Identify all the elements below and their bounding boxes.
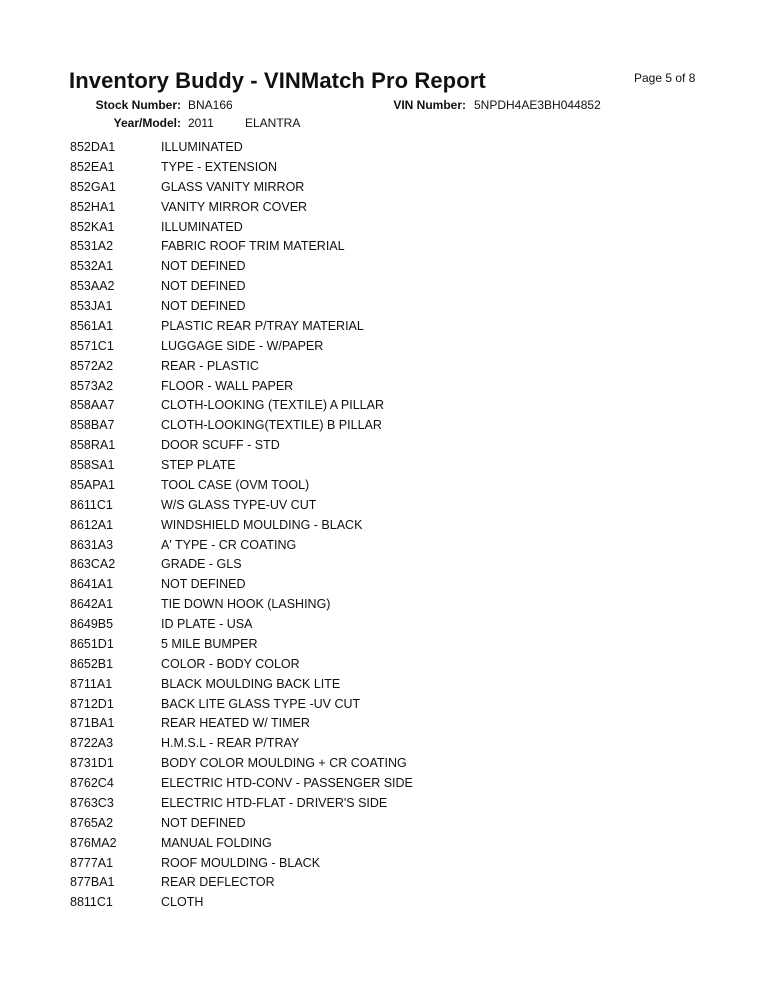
option-description: CLOTH-LOOKING (TEXTILE) A PILLAR [161,398,384,413]
option-code: 8531A2 [70,239,114,254]
option-description: DOOR SCUFF - STD [161,438,280,453]
option-code: 858AA7 [70,398,115,413]
option-description: PLASTIC REAR P/TRAY MATERIAL [161,318,364,333]
option-description: BACK LITE GLASS TYPE -UV CUT [161,696,361,711]
option-description: NOT DEFINED [161,577,246,592]
option-list [0,139,773,914]
option-code: 858BA7 [70,418,115,433]
option-description: ROOF MOULDING - BLACK [161,855,321,870]
option-code: 852KA1 [70,219,115,234]
option-description: LUGGAGE SIDE - W/PAPER [161,338,324,353]
option-code: 853JA1 [70,299,113,313]
option-row [0,238,773,258]
option-code: 8763C3 [70,795,114,810]
option-code: 8611C1 [70,497,113,512]
option-row [0,159,773,179]
option-code: 8722A3 [70,736,114,751]
option-description: ILLUMINATED [161,140,243,154]
option-description: ELECTRIC HTD-CONV - PASSENGER SIDE [161,776,413,790]
option-row [0,596,773,616]
option-code: 8811C1 [70,895,113,910]
report-title: Inventory Buddy - VINMatch Pro Report [69,68,486,93]
option-row [0,537,773,557]
option-row [0,755,773,775]
option-row [0,795,773,815]
vin-number-label: VIN Number: [393,98,466,112]
option-description: WINDSHIELD MOULDING - BLACK [161,517,363,532]
option-description: REAR - PLASTIC [161,358,259,373]
option-code: 8561A1 [70,318,114,333]
option-row [0,437,773,457]
option-row [0,517,773,537]
year-model-label: Year/Model: [113,116,181,130]
option-row [0,676,773,696]
option-code: 8765A2 [70,815,114,830]
option-description: GRADE - GLS [161,557,242,572]
option-row [0,656,773,676]
option-code: 858RA1 [70,438,116,453]
option-description: MANUAL FOLDING [161,835,272,850]
option-description: BODY COLOR MOULDING + CR COATING [161,756,407,771]
option-code: 8641A1 [70,577,114,592]
option-code: 8711A1 [70,676,113,691]
option-description: VANITY MIRROR COVER [161,199,308,214]
option-code: 8651D1 [70,636,114,651]
option-row [0,298,773,318]
model-value: ELANTRA [245,116,301,130]
vin-number-value: 5NPDH4AE3BH044852 [474,98,601,112]
option-description: TOOL CASE (OVM TOOL) [161,477,310,492]
option-row [0,894,773,914]
option-description: ID PLATE - USA [161,617,253,631]
option-code: 852GA1 [70,179,116,194]
option-description: NOT DEFINED [161,815,246,830]
option-code: 8631A3 [70,537,114,552]
option-row [0,417,773,437]
option-description: TIE DOWN HOOK (LASHING) [161,597,331,612]
option-code: 8762C4 [70,776,114,790]
option-row [0,358,773,378]
option-row [0,219,773,239]
year-value: 2011 [188,116,214,130]
option-row [0,775,773,795]
option-description: REAR HEATED W/ TIMER [161,716,310,731]
option-description: COLOR - BODY COLOR [161,656,300,671]
option-code: 8649B5 [70,617,114,631]
option-row [0,696,773,716]
option-row [0,636,773,656]
option-code: 853AA2 [70,279,115,294]
option-row [0,855,773,875]
option-row [0,497,773,517]
option-code: 852EA1 [70,159,115,174]
option-code: 85APA1 [70,477,115,492]
option-code: 876MA2 [70,835,117,850]
option-code: 852HA1 [70,199,116,214]
option-description: STEP PLATE [161,458,236,472]
option-code: 8642A1 [70,597,114,612]
option-description: BLACK MOULDING BACK LITE [161,676,341,691]
option-row [0,556,773,576]
option-description: ELECTRIC HTD-FLAT - DRIVER'S SIDE [161,795,388,810]
option-code: 8571C1 [70,338,114,353]
option-code: 852DA1 [70,140,116,154]
option-description: TYPE - EXTENSION [161,159,277,174]
option-description: NOT DEFINED [161,279,246,294]
option-row [0,258,773,278]
stock-number-label: Stock Number: [95,98,181,112]
option-code: 8777A1 [70,855,114,870]
option-row [0,735,773,755]
option-code: 863CA2 [70,557,116,572]
option-row [0,616,773,636]
option-code: 871BA1 [70,716,115,731]
option-description: REAR DEFLECTOR [161,875,275,890]
option-row [0,576,773,596]
option-row [0,715,773,735]
option-description: GLASS VANITY MIRROR [161,179,305,194]
option-code: 8612A1 [70,517,114,532]
stock-number-value: BNA166 [188,98,233,112]
option-row [0,139,773,159]
option-code: 8573A2 [70,378,114,393]
option-description: ILLUMINATED [161,219,243,234]
option-row [0,815,773,835]
option-description: NOT DEFINED [161,299,246,313]
option-code: 8572A2 [70,358,114,373]
option-code: 8652B1 [70,656,114,671]
option-description: NOT DEFINED [161,259,246,274]
option-description: CLOTH-LOOKING(TEXTILE) B PILLAR [161,418,382,433]
option-code: 8532A1 [70,259,114,274]
option-row [0,338,773,358]
option-row [0,835,773,855]
option-row [0,378,773,398]
option-code: 8712D1 [70,696,114,711]
option-description: FLOOR - WALL PAPER [161,378,294,393]
option-row [0,397,773,417]
option-row [0,199,773,219]
option-description: W/S GLASS TYPE-UV CUT [161,497,317,512]
option-row [0,278,773,298]
option-row [0,318,773,338]
option-code: 877BA1 [70,875,115,890]
option-row [0,457,773,477]
option-description: A' TYPE - CR COATING [161,537,297,552]
option-row [0,179,773,199]
option-description: FABRIC ROOF TRIM MATERIAL [161,239,345,254]
page-number: Page 5 of 8 [634,71,696,85]
option-row [0,477,773,497]
option-description: CLOTH [161,895,204,910]
option-description: 5 MILE BUMPER [161,636,258,651]
option-code: 8731D1 [70,756,114,771]
option-code: 858SA1 [70,458,115,472]
option-description: H.M.S.L - REAR P/TRAY [161,736,300,751]
option-row [0,874,773,894]
